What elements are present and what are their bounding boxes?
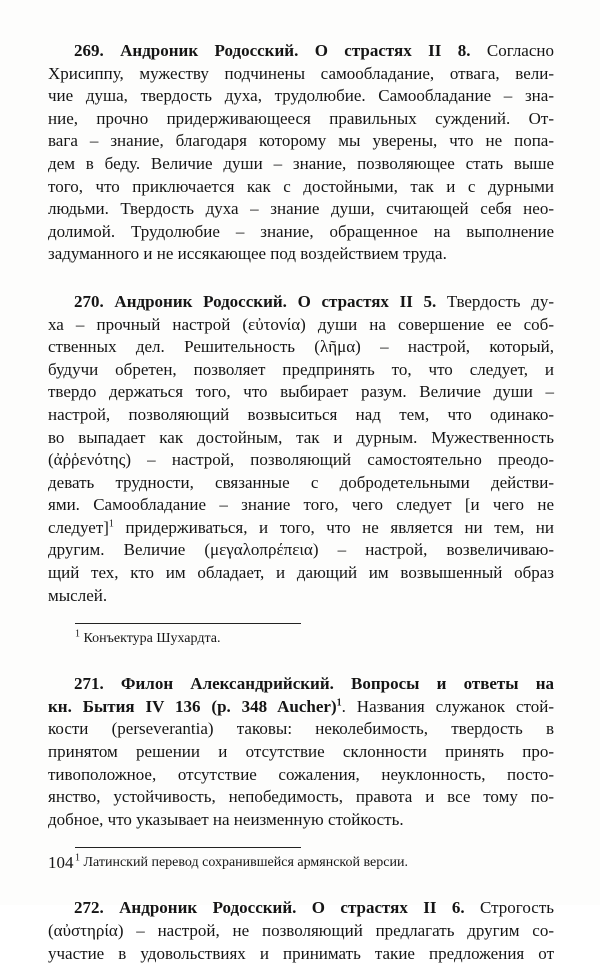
text-line: задуманного и не иссякающее под воздействием труда.: [48, 244, 447, 264]
text-line: 270. Андроник Родосский. О страстях II 5. Твердость ду-: [74, 291, 554, 311]
entry-269: [48, 40, 554, 266]
text-line: настрой, позволяющий возвыситься над тем, что одинако-: [48, 404, 554, 424]
footnote: $^1$ Латинский перевод сохранившейся армянской версии.: [75, 852, 408, 871]
text-line: долимой. Трудолюбие – знание, обращенное на выполнение: [48, 221, 554, 241]
text-line: другим. Величие (μεγαλοπρέπεια) – настрой, возвеличиваю-: [48, 540, 554, 560]
footnote-marker: 1: [75, 852, 80, 864]
page-body: [48, 40, 554, 965]
text-line: янство, устойчивость, непобедимость, правота и все тому по-: [48, 787, 554, 807]
text-line: 272. Андроник Родосский. О страстях II 6. Строгость: [74, 898, 554, 918]
text-line: участие в удовольствиях и принимать такие предложения от: [48, 943, 554, 963]
text-line: мыслей.: [48, 585, 108, 605]
text-line: людьми. Твердость духа – знание души, считающей себя нео-: [48, 199, 554, 219]
text-line: будучи обретен, позволяет предпринять то, что следует, и: [48, 359, 554, 379]
text-line: тивоположное, отсутствие сожаления, неуклонность, посто-: [48, 764, 554, 784]
footnote-rule: [75, 623, 301, 624]
spacer: [48, 648, 554, 673]
entry-heading: кн. Бытия IV 136 (p. 348 Aucher): [48, 696, 337, 716]
text-line: того, что приключается как с достойными, так и с дурными: [48, 176, 554, 196]
footnote-marker: 1: [75, 628, 80, 640]
entry-heading: 270. Андроник Родосский. О страстях II 5.: [74, 291, 437, 311]
text-line: следует]$^1$ придерживаться, и того, что не является ни тем, ни: [48, 517, 554, 537]
text-line: (αὐστηρία) – настрой, не позволяющий предлагать другим со-: [48, 921, 554, 940]
footnote-marker: 1: [108, 518, 114, 530]
text-line: чие душа, твердость духа, трудолюбие. Самообладание – зна-: [48, 86, 554, 106]
entry-270: [48, 291, 554, 648]
spacer: [48, 872, 554, 897]
footnote: $^1$ Конъектура Шухардта.: [75, 628, 221, 647]
text-line: ние, прочно придерживающееся правильных суждений. От-: [48, 108, 554, 128]
entry-heading: 271. Филон Александрийский. Вопросы и ответы на: [74, 674, 554, 694]
text-line: кости (perseverantia) таковы: неколебимость, твердость в: [48, 719, 554, 739]
text-line: Хрисиппу, мужеству подчинены самообладание, отвага, вели-: [48, 63, 554, 83]
text-line: кн. Бытия IV 136 (p. 348 Aucher)$^1$. Названия служанок стой-: [48, 696, 554, 716]
entry-heading: 269. Андроник Родосский. О страстях II 8.: [74, 41, 471, 60]
spacer: [48, 266, 554, 291]
text-line: ями. Самообладание – знание того, чего следует [и чего не: [48, 495, 554, 515]
footnote-rule: [75, 847, 301, 848]
text-line: твердо держаться того, что выбирает разум. Величие души –: [48, 382, 554, 402]
text-line: ственных дел. Решительность (λῆμα) – настрой, который,: [48, 337, 554, 357]
text-line: 269. Андроник Родосский. О страстях II 8. Согласно: [74, 41, 554, 60]
page-number: 104: [48, 853, 74, 872]
text-line: (ἀῤῥενότης) – настрой, позволяющий самостоятельно преодо-: [48, 450, 554, 470]
text-line: вага – знание, благодаря которому мы уверены, что не попа-: [48, 131, 554, 151]
text-line: добное, что указывает на неизменную стойкость.: [48, 809, 404, 829]
text-line: дем в беду. Величие души – знание, позволяющее стать выше: [48, 153, 554, 173]
footnote-marker: 1: [336, 697, 342, 709]
entry-heading: 272. Андроник Родосский. О страстях II 6.: [74, 898, 465, 918]
entry-271: [48, 673, 554, 872]
entry-272: [48, 897, 554, 965]
text-line: принятом решении и отсутствие склонности принять про-: [48, 742, 554, 762]
text-line: ха – прочный настрой (εὐτονία) души на совершение ее соб-: [48, 314, 554, 334]
text-line: щий тех, кто им обладает, и дающий им возвышенный образ: [48, 563, 554, 583]
text-line: девать трудности, связанные с добродетельными действи-: [48, 472, 554, 492]
text-line: во выпадает как достойным, так и дурным. Мужественность: [48, 427, 554, 447]
